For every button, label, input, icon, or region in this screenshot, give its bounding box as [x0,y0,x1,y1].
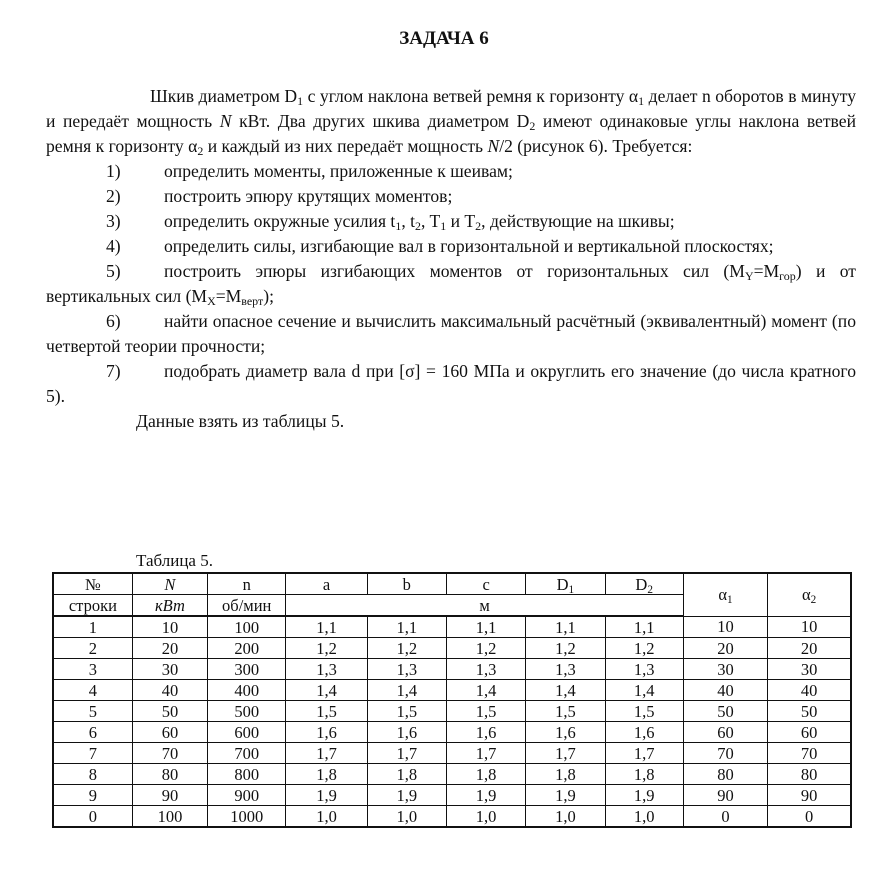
table-cell: 1,9 [446,785,525,806]
text-segment: , действующие на шкивы; [481,211,675,231]
table-cell: 1,0 [526,806,605,828]
header-power-unit: кВт [132,595,207,617]
table-cell: 7 [53,743,132,764]
table-cell: 70 [132,743,207,764]
table-cell: 8 [53,764,132,785]
table-row [53,785,851,806]
table-cell: 1,2 [446,638,525,659]
table-cell: 1,6 [605,722,683,743]
table-cell: 20 [768,638,851,659]
text-segment: и каждый из них передаёт мощность [203,136,488,156]
table-cell: 80 [132,764,207,785]
table-row [53,638,851,659]
table-cell: 1,7 [526,743,605,764]
table-cell: 1,5 [605,701,683,722]
text-segment: гор [779,268,796,283]
table-cell: 2 [53,638,132,659]
text-segment: построить эпюру крутящих моментов; [164,186,453,206]
text-segment: 1 [297,93,304,108]
table-cell: 1,8 [286,764,367,785]
table-cell: 1,0 [446,806,525,828]
table-cell: 1,2 [526,638,605,659]
text-segment: верт [241,293,264,308]
table-cell: 1,9 [605,785,683,806]
text-segment: N [219,111,232,131]
table-cell: 20 [683,638,767,659]
text-segment: =M [215,286,242,306]
item-number: 4) [106,236,121,256]
table-cell: 1,3 [526,659,605,680]
table-cell: 1,1 [286,616,367,638]
table-cell: 1,4 [526,680,605,701]
table-cell: 30 [132,659,207,680]
text-segment: найти опасное сечение и вычислить максимальный расчётный (эквивалентный) момент (по четвертой теории прочности; [46,311,856,356]
requirement-item [46,309,856,359]
header-alpha1: $\alpha_1$ [683,573,767,616]
table-cell: 4 [53,680,132,701]
item-number: 3) [106,211,121,231]
table-cell: 30 [683,659,767,680]
header-power: N [132,573,207,595]
text-segment: построить эпюры изгибающих моментов от горизонтальных сил (M [164,261,745,281]
table-cell: 1,3 [286,659,367,680]
table-cell: 60 [132,722,207,743]
table-cell: 40 [683,680,767,701]
item-number: 1) [106,161,121,181]
task-title: ЗАДАЧА 6 [399,28,489,49]
table-cell: 40 [768,680,851,701]
table-cell: 90 [132,785,207,806]
text-segment: с углом наклона ветвей ремня к горизонту α [303,86,639,106]
table-cell: 1,8 [367,764,446,785]
text-segment: ) и от вертикальных сил (M [46,261,856,306]
text-segment: имеют одинаковые углы наклона ветвей ремня к горизонту α [46,111,856,156]
text-segment: Данные взять из таблицы 5. [136,411,345,431]
text-segment: делает n оборотов в минуту и передаёт мощность [46,86,856,131]
table-cell: 0 [53,806,132,828]
table-row [53,806,851,828]
table-cell: 1,0 [286,806,367,828]
table-cell: 1,9 [526,785,605,806]
table-caption: Таблица 5. [136,551,213,570]
table-cell: 1,3 [446,659,525,680]
table-cell: 100 [208,616,286,638]
text-segment: Шкив диаметром D [150,86,298,106]
table-row [53,722,851,743]
table-cell: 1,8 [526,764,605,785]
table-cell: 1,7 [286,743,367,764]
table-cell: 900 [208,785,286,806]
text-segment: X [207,293,216,308]
table-cell: 500 [208,701,286,722]
table-cell: 300 [208,659,286,680]
header-rpm: n [208,573,286,595]
table-cell: 400 [208,680,286,701]
table-cell: 10 [768,616,851,638]
table-cell: 1,8 [446,764,525,785]
table-cell: 1,5 [526,701,605,722]
table-cell: 100 [132,806,207,828]
table-cell: 1,6 [526,722,605,743]
header-alpha2: $\alpha_2$ [768,573,851,616]
text-segment: 2 [529,118,536,133]
requirement-item [46,209,856,234]
item-number: 2) [106,186,121,206]
text-segment: определить окружные усилия t [164,211,396,231]
table-cell: 1,4 [605,680,683,701]
table-cell: 9 [53,785,132,806]
table-cell: 1,4 [286,680,367,701]
text-segment: 1 [395,218,402,233]
table-cell: 1,1 [446,616,525,638]
text-segment: /2 (рисунок 6). Требуется: [499,136,693,156]
header-d1: $D_1$ [526,573,605,595]
requirement-item [46,259,856,309]
header-length-unit: м [286,595,683,617]
table-cell: 1,6 [446,722,525,743]
table-cell: 90 [768,785,851,806]
table-cell: 1,9 [286,785,367,806]
header-rpm-unit: об/мин [208,595,286,617]
table-cell: 1,2 [286,638,367,659]
table-row [53,659,851,680]
table-cell: 1,4 [367,680,446,701]
table-cell: 1,0 [605,806,683,828]
table-cell: 80 [683,764,767,785]
text-segment: 2 [197,143,204,158]
table-cell: 800 [208,764,286,785]
table-cell: 1,1 [605,616,683,638]
text-segment: 2 [415,218,421,233]
table-cell: 1,0 [367,806,446,828]
table-cell: 1000 [208,806,286,828]
table-cell: 1,5 [367,701,446,722]
table-cell: 60 [683,722,767,743]
table-cell: 1,2 [605,638,683,659]
requirement-item [46,359,856,409]
table-cell: 1,6 [367,722,446,743]
text-segment: 2 [475,218,482,233]
problem-statement [46,84,856,159]
table-cell: 1,1 [526,616,605,638]
text-segment: кВт. Два других шкива диаметром D [231,111,530,131]
table-cell: 80 [768,764,851,785]
table-cell: 70 [768,743,851,764]
table-cell: 50 [768,701,851,722]
header-row-number-sub: строки [53,595,132,617]
requirement-item [46,184,856,209]
table-cell: 1 [53,616,132,638]
table-cell: 1,5 [446,701,525,722]
requirement-item [46,234,856,259]
text-segment: и T [446,211,476,231]
table-cell: 10 [132,616,207,638]
data-table [52,572,852,828]
table-cell: 5 [53,701,132,722]
header-d2: $D_2$ [605,573,683,595]
text-segment: определить силы, изгибающие вал в горизонтальной и вертикальной плоскостях; [164,236,774,256]
table-row [53,743,851,764]
table-cell: 20 [132,638,207,659]
table-row [53,616,851,638]
header-row-number: № [53,573,132,595]
table-row [53,680,851,701]
table-cell: 0 [768,806,851,828]
table-cell: 90 [683,785,767,806]
header-c: c [446,573,525,595]
item-number: 6) [106,311,121,331]
data-reference [46,409,856,434]
requirement-item [46,159,856,184]
table-cell: 40 [132,680,207,701]
table-cell: 1,4 [446,680,525,701]
table-cell: 700 [208,743,286,764]
table-cell: 60 [768,722,851,743]
table-cell: 3 [53,659,132,680]
table-cell: 200 [208,638,286,659]
table-cell: 50 [683,701,767,722]
table-cell: 1,3 [367,659,446,680]
header-b: b [367,573,446,595]
header-a: a [286,573,367,595]
table-cell: 50 [132,701,207,722]
table-cell: 1,7 [367,743,446,764]
table-cell: 1,2 [367,638,446,659]
text-segment: подобрать диаметр вала d при [σ] = 160 МПа и округлить его значение (до числа кратного 5). [46,361,856,406]
text-segment: , t [401,211,415,231]
table-cell: 10 [683,616,767,638]
table-cell: 1,5 [286,701,367,722]
table-cell: 1,6 [286,722,367,743]
table-row [53,701,851,722]
item-number: 5) [106,261,121,281]
text-segment: 1 [440,218,447,233]
text-segment: 1 [638,93,645,108]
table-cell: 600 [208,722,286,743]
table-cell: 1,7 [605,743,683,764]
text-segment: , T [420,211,441,231]
table-row [53,764,851,785]
table-cell: 1,3 [605,659,683,680]
table-cell: 0 [683,806,767,828]
table-cell: 1,9 [367,785,446,806]
table-cell: 30 [768,659,851,680]
task-text [46,84,856,434]
text-segment: Y [744,268,754,283]
item-number: 7) [106,361,121,381]
table-cell: 6 [53,722,132,743]
text-segment: N [487,136,500,156]
text-segment: определить моменты, приложенные к шеивам; [164,161,513,181]
text-segment: ); [263,286,274,306]
table-cell: 1,8 [605,764,683,785]
table-cell: 70 [683,743,767,764]
table-cell: 1,7 [446,743,525,764]
text-segment: =M [753,261,780,281]
table-cell: 1,1 [367,616,446,638]
